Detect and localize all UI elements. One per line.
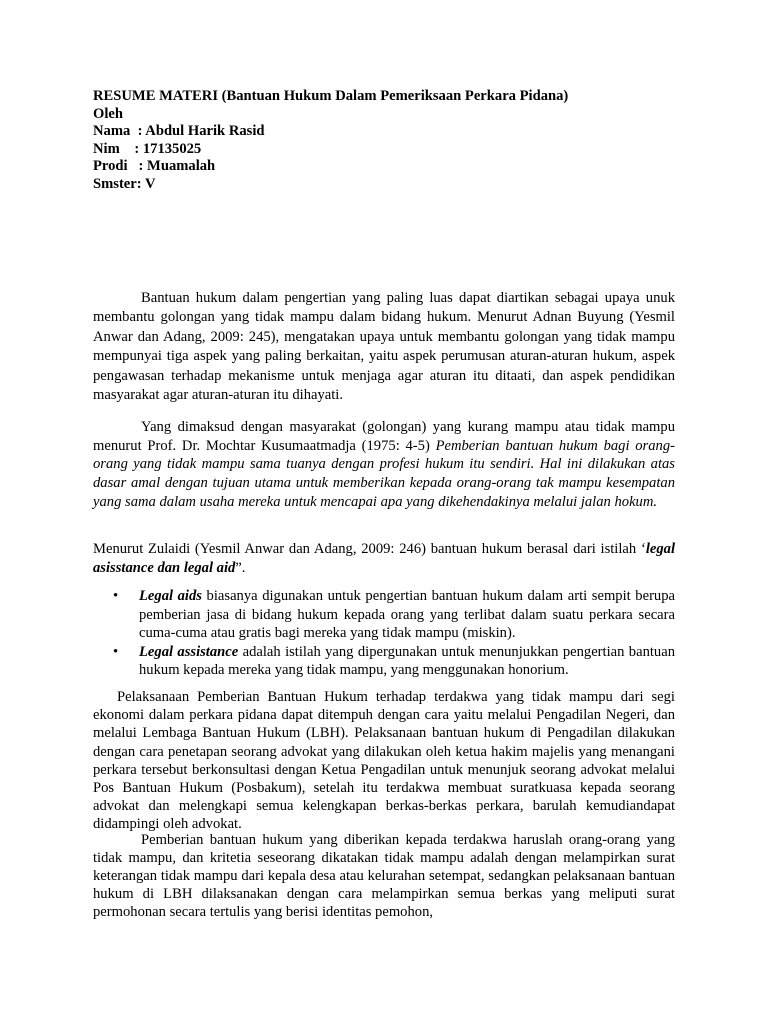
paragraph-mochtar-quote	[93, 418, 675, 512]
paragraph-zulaidi	[93, 540, 675, 577]
paragraph-text: Menurut Zulaidi (Yesmil Anwar dan Adang, 2009: 246) bantuan hukum berasal dari istilah ‘	[93, 541, 646, 557]
bullet-icon: •	[113, 643, 119, 660]
paragraph-implementation	[93, 688, 675, 834]
italic-quote: Pemberian bantuan hukum bagi orang-orang yang tidak mampu sama tuanya dengan profesi hukum itu sendiri. Hal ini dilakukan atas dasar amal dengan tujuan utama untuk memberikan kepada orang-orang tak mampu kesempatan yang sama dalam usaha mereka untuk mencapai apa yang dikehendakinya melalui jalan hokum.	[93, 437, 675, 510]
paragraph-definition	[93, 289, 675, 405]
author-name: Nama : Abdul Harik Rasid	[93, 123, 265, 140]
term-legal-aids: Legal aids	[139, 588, 202, 604]
term-description: adalah istilah yang dipergunakan untuk menunjukkan pengertian bantuan hukum kepada mereka yang tidak mampu, yang menggunakan honorium.	[139, 643, 675, 678]
student-id: Nim : 17135025	[93, 140, 202, 157]
list-item	[93, 643, 675, 680]
paragraph-text: Pemberian bantuan hukum yang diberikan kepada terdakwa haruslah orang-orang yang tidak mampu, dan kritetia seseorang dikatakan tidak mampu adalah dengan melampirkan surat keterangan tidak mampu dari kepala desa atau kelurahan setempat, sedangkan pelaksanaan bantuan hukum di LBH dilaksanakan dengan cara melampirkan semua berkas yang meliputi surat permohonan secara tertulis yang berisi identitas pemohon,	[93, 832, 675, 920]
paragraph-text: Pelaksanaan Pemberian Bantuan Hukum terhadap terdakwa yang tidak mampu dari segi ekonomi dalam perkara pidana dapat ditempuh dengan cara yaitu melalui Pengadilan Negeri, dan melalui Lembaga Bantuan Hukum (LBH). Pelaksanaan bantuan hukum di Pengadilan dilakukan dengan cara penetapan seorang advokat yang dilakukan oleh ketua hakim majelis yang menangani perkara tersebut berkonsultasi dengan Ketua Pengadilan untuk menunjuk seorang advokat melalui Pos Bantuan Hukum (Posbakum), setelah itu terdakwa membuat suratkuasa kepada seorang advokat dan melengkapi semua kelengkapan berkas-berkas perkara, barulah kemudiandapat didampingi oleh advokat.	[93, 689, 675, 833]
semester: Smster: V	[93, 175, 156, 192]
paragraph-text: Yang dimaksud dengan masyarakat (golongan) yang kurang mampu atau tidak mampu menurut Prof. Dr. Mochtar Kusumaatmadja (1975: 4-5)	[93, 419, 675, 454]
legal-terms: legal asisstance dan legal aid	[93, 541, 675, 576]
paragraph-criteria	[93, 831, 675, 921]
resume-title: RESUME MATERI (Bantuan Hukum Dalam Pemeriksaan Perkara Pidana)	[93, 88, 569, 104]
closing-quote: ”.	[235, 559, 246, 576]
bullet-icon: •	[113, 588, 119, 604]
study-program: Prodi : Muamalah	[93, 158, 216, 175]
term-description: biasanya digunakan untuk pengertian bantuan hukum dalam arti sempit berupa pemberian jasa di bidang hukum kepada orang yang terlibat dalam suatu perkara secara cuma-cuma atau gratis bagi mereka yang tidak mampu (miskin).	[139, 588, 675, 641]
paragraph-text: Bantuan hukum dalam pengertian yang paling luas dapat diartikan sebagai upaya unuk membantu golongan yang tidak mampu dalam bidang hukum. Menurut Adnan Buyung (Yesmil Anwar dan Adang, 2009: 245), mengatakan upaya untuk membantu golongan yang tidak mampu mempunyai tiga aspek yang paling berkaitan, yaitu aspek perumusan aturan-aturan hukum, aspek pengawasan terhadap mekanisme untuk menjaga agar aturan itu ditaati, dan aspek pendidikan masyarakat agar aturan-aturan itu dihayati.	[93, 290, 675, 404]
term-legal-assistance: Legal assistance	[139, 643, 239, 660]
list-item	[93, 587, 675, 643]
legal-terms-list	[93, 587, 675, 680]
document-header	[93, 88, 568, 194]
author-prefix: Oleh	[93, 105, 123, 122]
